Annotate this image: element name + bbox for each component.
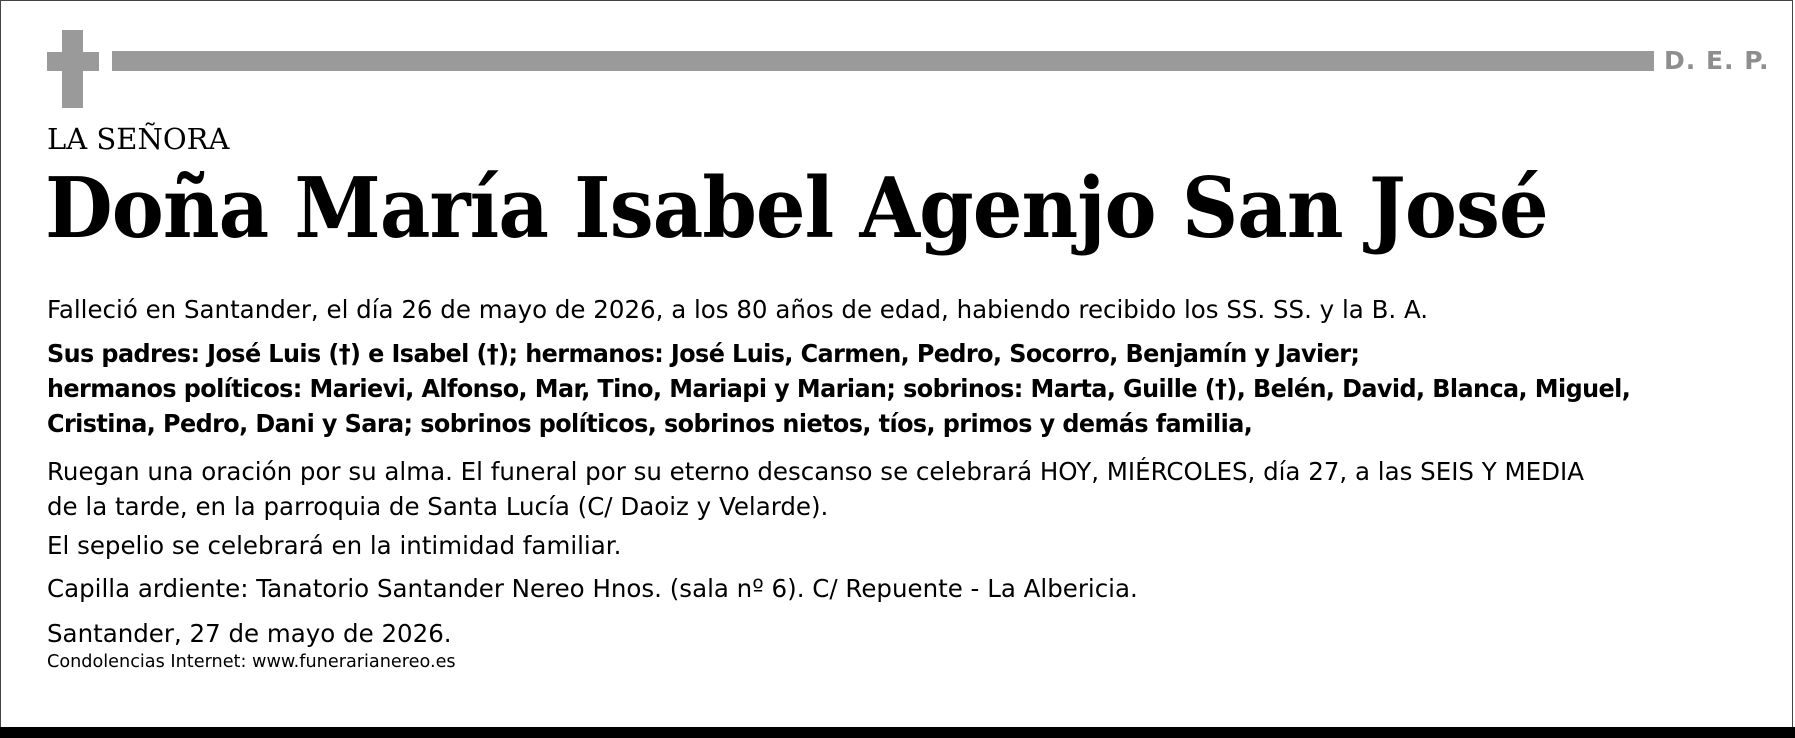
- dep-label: D. E. P.: [1664, 46, 1770, 75]
- place-date: Santander, 27 de mayo de 2026.: [47, 619, 452, 648]
- deceased-name: Doña María Isabel Agenjo San José: [45, 159, 1548, 257]
- cross-icon: [47, 30, 99, 108]
- death-notice: Falleció en Santander, el día 26 de mayo de 2026, a los 80 años de edad, habiendo recibido los SS. SS. y la B. A.: [47, 295, 1429, 324]
- burial-notice: El sepelio se celebrará en la intimidad familiar.: [47, 531, 622, 560]
- funeral-line-2: de la tarde, en la parroquia de Santa Lucía (C/ Daoiz y Velarde).: [47, 492, 829, 521]
- family-line-2: hermanos políticos: Marievi, Alfonso, Mar, Tino, Mariapi y Marian; sobrinos: Marta, Guille (†), Belén, David, Blanca, Miguel,: [47, 374, 1631, 403]
- family-line-3: Cristina, Pedro, Dani y Sara; sobrinos políticos, sobrinos nietos, tíos, primos y demás familia,: [47, 409, 1253, 438]
- family-line-1: Sus padres: José Luis (†) e Isabel (†); hermanos: José Luis, Carmen, Pedro, Socorro, Benjamín y Javier;: [47, 339, 1360, 368]
- header-divider-bar: [112, 51, 1654, 71]
- bottom-border-bar: [0, 727, 1795, 738]
- funeral-line-1: Ruegan una oración por su alma. El funeral por su eterno descanso se celebrará HOY, MIÉRCOLES, día 27, a las SEIS Y MEDIA: [47, 457, 1584, 486]
- condolences-link-text: Condolencias Internet: www.funerarianereo.es: [47, 651, 456, 672]
- cross-horizontal-beam: [47, 52, 99, 71]
- chapel-notice: Capilla ardiente: Tanatorio Santander Nereo Hnos. (sala nº 6). C/ Repuente - La Albericia.: [47, 574, 1138, 603]
- title-prefix: LA SEÑORA: [47, 122, 230, 156]
